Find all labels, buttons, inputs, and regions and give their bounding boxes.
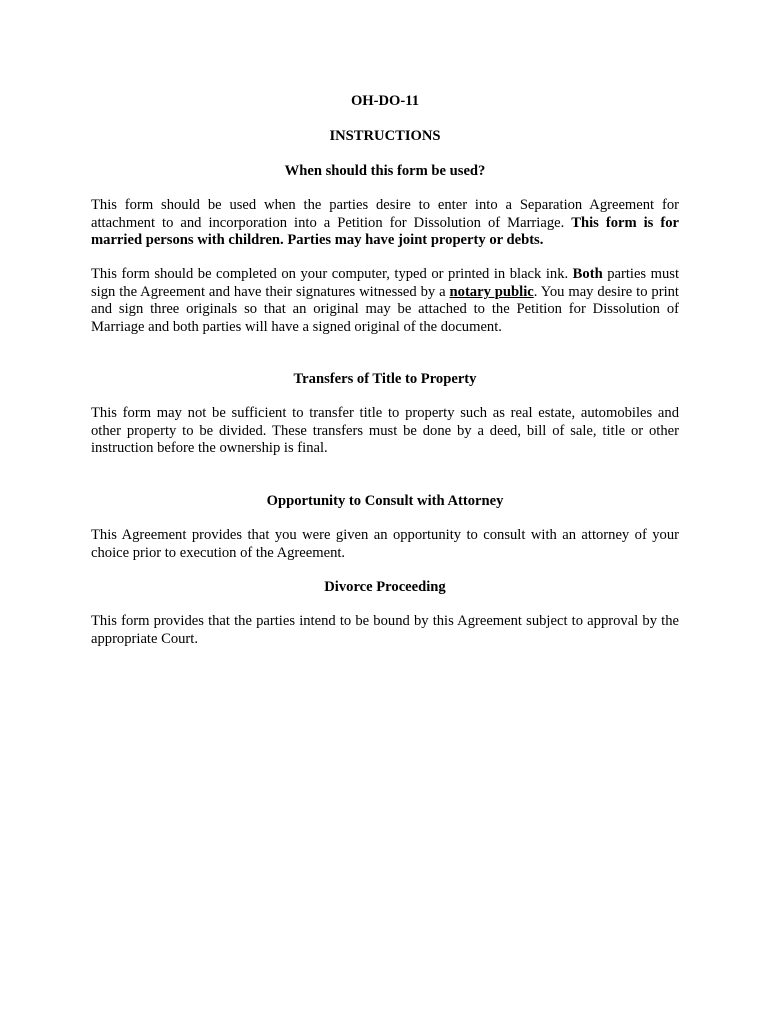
paragraph-when-usage	[91, 197, 679, 249]
paragraph-consult: This Agreement provides that you were given an opportunity to consult with an attorney of your choice prior to execution of the Agreement.	[91, 527, 679, 561]
section-heading-when: When should this form be used?	[284, 162, 486, 179]
document-page	[91, 93, 679, 648]
paragraph-text: . You may desire to print and sign three originals so that an original may be attached to the Petition for Dissolution of Marriage and both parties will have a signed original of the document.	[91, 283, 679, 335]
form-code: OH-DO-11	[350, 93, 420, 109]
page-title: INSTRUCTIONS	[329, 128, 441, 145]
paragraph-divorce: This form provides that the parties intend to be bound by this Agreement subject to approval by the appropriate Court.	[91, 613, 679, 647]
paragraph-text: This form should be completed on your computer, typed or printed in black ink.	[91, 266, 573, 283]
section-heading-divorce: Divorce Proceeding	[324, 578, 446, 595]
emphasis-text: Both	[572, 266, 603, 283]
section-heading-consult: Opportunity to Consult with Attorney	[266, 492, 504, 509]
paragraph-text: This form should be used when the parties desire to enter into a Separation Agreement for attachment to and incorporation into a Petition for Dissolution of Marriage.	[91, 197, 679, 231]
paragraph-transfers: This form may not be sufficient to transfer title to property such as real estate, automobiles and other property to be divided. These transfers must be done by a deed, bill of sale, title or other instruction before the ownership is final.	[91, 405, 679, 457]
section-heading-transfers: Transfers of Title to Property	[293, 371, 477, 388]
paragraph-completion	[91, 266, 679, 336]
emphasis-text: This form is for married persons with children. Parties may have joint property or debts.	[91, 214, 679, 249]
notary-public-text: notary public	[449, 283, 534, 300]
paragraph-text: parties must sign the Agreement and have their signatures witnessed by a	[91, 266, 679, 300]
